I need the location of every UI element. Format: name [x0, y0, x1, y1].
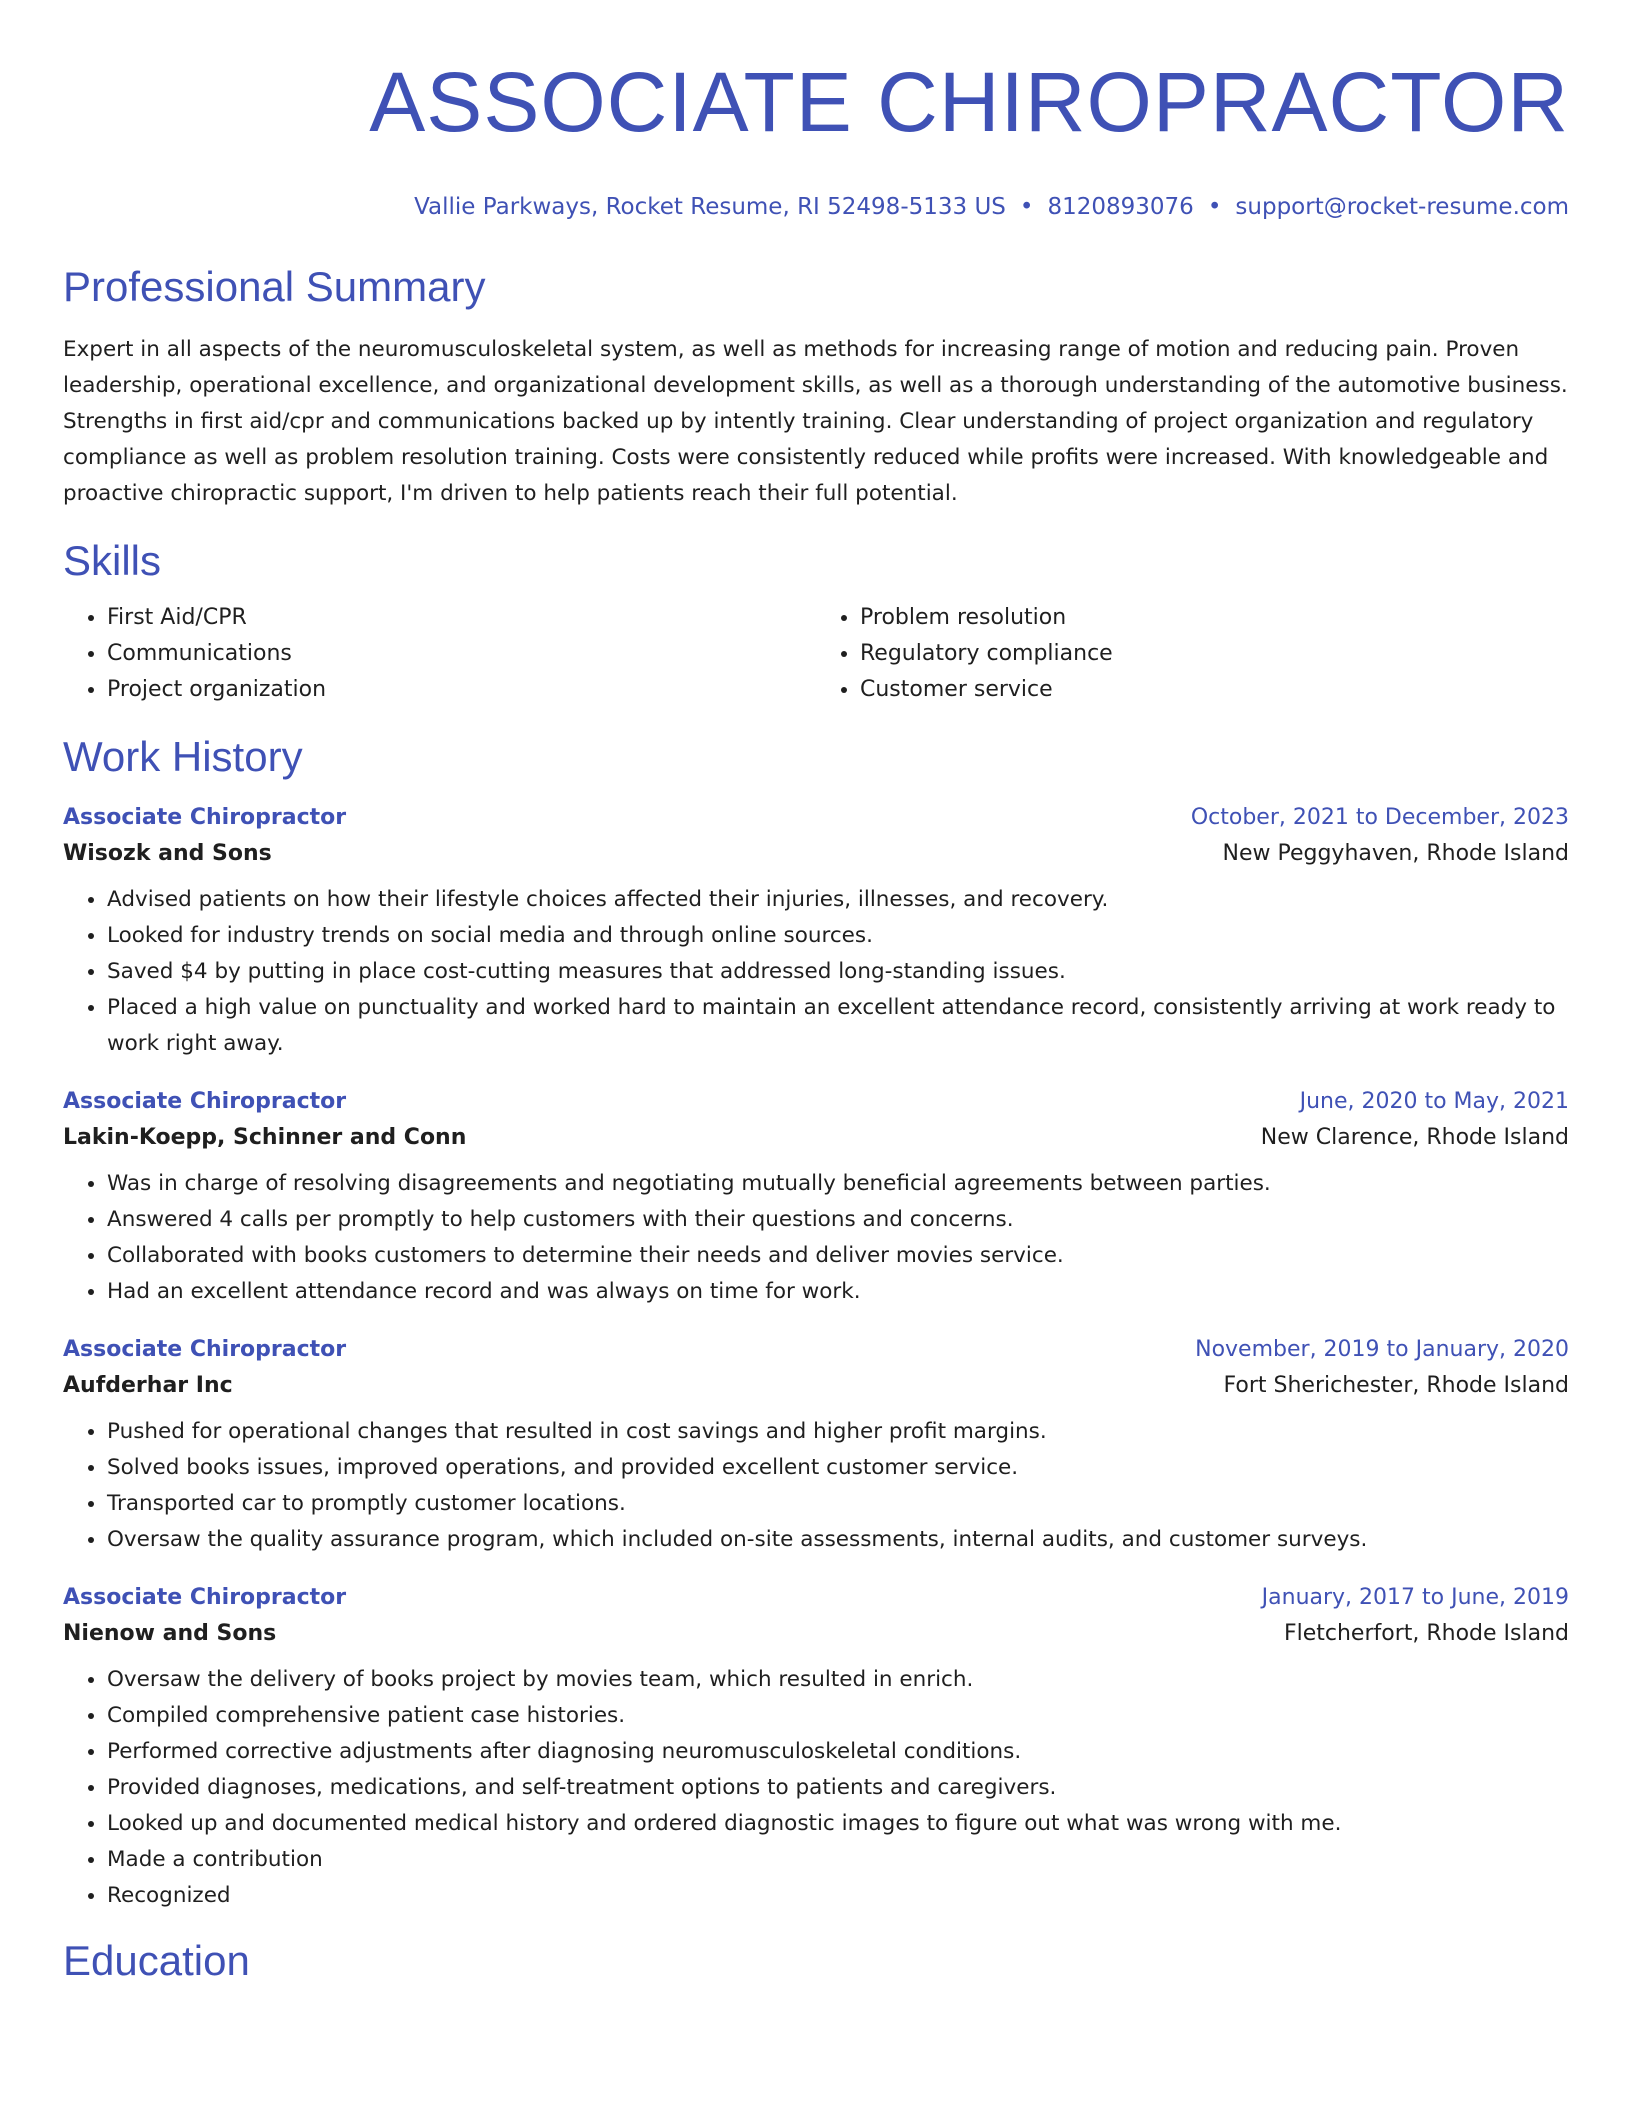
job-bullets: [63, 882, 1569, 1062]
job-bullet: • Was in charge of resolving disagreements and negotiating mutually beneficial agreements between parties.: [107, 1166, 1569, 1202]
job-bullet: • Advised patients on how their lifestyle choices affected their injuries, illnesses, and recovery.: [107, 882, 1569, 918]
education-heading: Education: [63, 1937, 250, 1984]
job-dates: October, 2021 to December, 2023: [1190, 805, 1569, 830]
job-company: Nienow and Sons: [63, 1621, 277, 1646]
job-bullets: [63, 1166, 1569, 1310]
skill-item: • Communications: [107, 636, 816, 672]
job-location: New Peggyhaven, Rhode Island: [1222, 841, 1569, 866]
job-title: Associate Chiropractor: [63, 1337, 347, 1362]
summary-text: Expert in all aspects of the neuromusculoskeletal system, as well as methods for increasing range of motion and reducing pain. Proven leadership, operational excellence, and organizational development skills, as well as a thorough understanding of the automotive business. Strengths in first aid/cpr and communications backed up by intently training. Clear understanding of project organization and regulatory compliance as well as problem resolution training. Costs were consistently reduced while profits were increased. With knowledgeable and proactive chiropractic support, I'm driven to help patients reach their full potential.: [63, 337, 1568, 506]
job-bullet: • Pushed for operational changes that resulted in cost savings and higher profit margins.: [107, 1414, 1569, 1450]
job-dates: June, 2020 to May, 2021: [1299, 1089, 1569, 1114]
job-bullet: • Performed corrective adjustments after diagnosing neuromusculoskeletal conditions.: [107, 1734, 1569, 1770]
job-bullet: • Oversaw the quality assurance program, which included on-site assessments, internal audits, and customer surveys.: [107, 1522, 1569, 1558]
job-bullet: • Looked for industry trends on social media and through online sources.: [107, 918, 1569, 954]
skills-heading: Skills: [63, 537, 162, 584]
skill-item: • Regulatory compliance: [860, 636, 1569, 672]
resume-header: [63, 0, 1569, 222]
skill-item: • Project organization: [107, 672, 816, 708]
job-location: New Clarence, Rhode Island: [1260, 1125, 1569, 1150]
job-bullet: • Made a contribution: [107, 1842, 1569, 1878]
job-bullet: • Saved $4 by putting in place cost-cutting measures that addressed long-standing issues.: [107, 954, 1569, 990]
skill-item: • Customer service: [860, 672, 1569, 708]
job-bullets: [63, 1414, 1569, 1558]
job-entry: [63, 1580, 1569, 1914]
job-bullet: • Answered 4 calls per promptly to help customers with their questions and concerns.: [107, 1202, 1569, 1238]
contact-email: support@rocket-resume.com: [1235, 194, 1569, 220]
contact-phone: 8120893076: [1047, 194, 1194, 220]
skill-item: • First Aid/CPR: [107, 600, 816, 636]
job-dates: January, 2017 to June, 2019: [1261, 1585, 1569, 1610]
job-bullet: • Oversaw the delivery of books project by movies team, which resulted in enrich.: [107, 1662, 1569, 1698]
summary-heading: Professional Summary: [63, 263, 486, 310]
skills-column-left: [63, 600, 816, 708]
contact-separator: •: [1207, 194, 1222, 220]
job-entry: [63, 1332, 1569, 1558]
job-entry: [63, 800, 1569, 1062]
job-bullet: • Collaborated with books customers to determine their needs and deliver movies service.: [107, 1238, 1569, 1274]
skills-list: [63, 600, 1569, 708]
job-company: Aufderhar Inc: [63, 1373, 233, 1398]
work-history: [63, 800, 1569, 1914]
job-bullet: • Looked up and documented medical history and ordered diagnostic images to figure out what was wrong with me.: [107, 1806, 1569, 1842]
contact-address: Vallie Parkways, Rocket Resume, RI 52498-5133 US: [414, 194, 1006, 220]
job-bullet: • Placed a high value on punctuality and worked hard to maintain an excellent attendance record, consistently arriving at work ready to work right away.: [107, 990, 1569, 1062]
work-history-heading: Work History: [63, 733, 303, 780]
job-company: Lakin-Koepp, Schinner and Conn: [63, 1125, 467, 1150]
job-entry: [63, 1084, 1569, 1310]
contact-separator: •: [1019, 194, 1034, 220]
contact-info: [63, 192, 1569, 222]
job-bullet: • Solved books issues, improved operations, and provided excellent customer service.: [107, 1450, 1569, 1486]
job-location: Fletcherfort, Rhode Island: [1283, 1621, 1569, 1646]
job-title: Associate Chiropractor: [63, 805, 347, 830]
job-bullet: • Transported car to promptly customer locations.: [107, 1486, 1569, 1522]
job-location: Fort Sherichester, Rhode Island: [1223, 1373, 1569, 1398]
job-title: Associate Chiropractor: [63, 1585, 347, 1610]
skill-item: • Problem resolution: [860, 600, 1569, 636]
job-bullet: • Recognized: [107, 1878, 1569, 1914]
skills-column-right: [816, 600, 1569, 708]
job-bullet: • Provided diagnoses, medications, and self-treatment options to patients and caregivers.: [107, 1770, 1569, 1806]
job-company: Wisozk and Sons: [63, 841, 272, 866]
job-dates: November, 2019 to January, 2020: [1195, 1337, 1569, 1362]
job-bullets: [63, 1662, 1569, 1914]
job-bullet: • Had an excellent attendance record and was always on time for work.: [107, 1274, 1569, 1310]
page-title: ASSOCIATE CHIROPRACTOR: [369, 55, 1569, 149]
job-bullet: • Compiled comprehensive patient case histories.: [107, 1698, 1569, 1734]
job-title: Associate Chiropractor: [63, 1089, 347, 1114]
